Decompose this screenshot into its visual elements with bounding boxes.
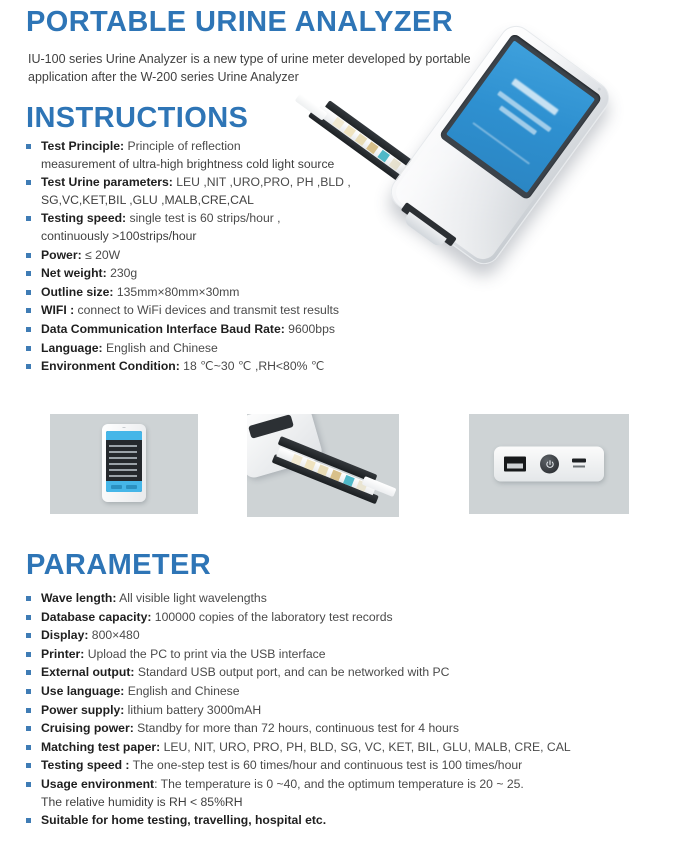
- item-label: Language:: [41, 340, 103, 355]
- usb-symbol-icon: [573, 466, 585, 468]
- bullet-icon: [26, 364, 31, 369]
- bullet-icon: [26, 615, 31, 620]
- bullet-icon: [26, 652, 31, 657]
- bullet-icon: [26, 346, 31, 351]
- results-screen: [106, 431, 142, 492]
- item-text: LEU ,NIT ,URO,PRO, PH ,BLD ,: [172, 175, 351, 190]
- screen-text-line: [472, 122, 530, 165]
- screen-footer-button: [111, 485, 122, 489]
- item-text: English and Chinese: [102, 340, 218, 355]
- result-row: [109, 463, 137, 465]
- list-item: [26, 138, 386, 173]
- power-button[interactable]: [540, 455, 559, 474]
- list-item: [26, 590, 676, 608]
- list-item: [26, 284, 386, 302]
- item-text: The one-step test is 60 times/hour and continuous test is 100 times/hour: [129, 758, 523, 773]
- item-label: Testing speed :: [41, 758, 130, 773]
- item-text: connect to WiFi devices and transmit test results: [74, 303, 340, 318]
- list-item: [26, 683, 676, 701]
- item-continuation: SG,VC,KET,BIL ,GLU ,MALB,CRE,CAL: [41, 192, 254, 207]
- intro-paragraph: IU-100 series Urine Analyzer is a new type of urine meter developed by portable application after the W-200 series Urine Analyzer: [28, 52, 471, 84]
- item-text: 100000 copies of the laboratory test records: [151, 609, 393, 624]
- item-text: 9600bps: [284, 321, 335, 336]
- item-text: Upload the PC to print via the USB interface: [84, 646, 326, 661]
- item-text: Standard USB output port, and can be networked with PC: [134, 665, 450, 680]
- list-item: [26, 627, 676, 645]
- bullet-icon: [26, 216, 31, 221]
- analyzer-front-view: [102, 424, 146, 502]
- bullet-icon: [26, 271, 31, 276]
- screen-text-line: [498, 106, 537, 136]
- bullet-icon: [26, 596, 31, 601]
- item-text: 800×480: [88, 628, 140, 643]
- bullet-icon: [26, 726, 31, 731]
- result-row: [109, 475, 137, 477]
- list-item: [26, 757, 676, 775]
- item-label: Outline size:: [41, 284, 114, 299]
- list-item: [26, 174, 386, 209]
- item-text: single test is 60 strips/hour ,: [126, 211, 281, 226]
- list-item: [26, 340, 386, 358]
- item-label: Database capacity:: [41, 609, 152, 624]
- item-label: Printer:: [41, 646, 85, 661]
- item-text: : The temperature is 0 ~40, and the optimum temperature is 20 ~ 25.: [154, 776, 524, 791]
- list-item: [26, 720, 676, 738]
- power-icon: [545, 459, 555, 469]
- result-row: [109, 469, 137, 471]
- bullet-icon: [26, 782, 31, 787]
- result-row: [109, 457, 137, 459]
- list-item: [26, 358, 386, 376]
- page-title: PORTABLE URINE ANALYZER: [26, 6, 454, 38]
- item-text: 135mm×80mm×30mm: [113, 284, 240, 299]
- screen-footer-bar: [106, 481, 142, 492]
- item-continuation: continuously >100strips/hour: [41, 228, 197, 243]
- item-text: LEU, NIT, URO, PRO, PH, BLD, SG, VC, KET, BIL, GLU, MALB, CRE, CAL: [160, 739, 571, 754]
- item-label: Environment Condition:: [41, 359, 180, 374]
- list-item: [26, 247, 386, 265]
- usb-port-icon: [504, 457, 526, 472]
- item-label: WIFI :: [41, 303, 75, 318]
- product-thumbnail-front: [50, 414, 198, 514]
- list-item: [26, 302, 386, 320]
- bullet-icon: [26, 144, 31, 149]
- list-item: [26, 321, 386, 339]
- instructions-list: [26, 138, 386, 377]
- bullet-icon: [26, 180, 31, 185]
- item-text: 230g: [106, 266, 138, 281]
- list-item: [26, 812, 676, 830]
- item-label: Wave length:: [41, 591, 117, 605]
- item-label: External output:: [41, 665, 135, 680]
- item-text: English and Chinese: [124, 683, 240, 698]
- item-label: Suitable for home testing, travelling, hospital etc.: [41, 813, 327, 828]
- item-label: Matching test paper:: [41, 739, 161, 754]
- screen-header-bar: [106, 431, 142, 440]
- bullet-icon: [26, 708, 31, 713]
- product-thumbnail-slot: [247, 414, 399, 517]
- item-label: Test Urine parameters:: [41, 175, 173, 190]
- item-label: Power supply:: [41, 702, 125, 717]
- bullet-icon: [26, 253, 31, 258]
- bullet-icon: [26, 763, 31, 768]
- instructions-heading: INSTRUCTIONS: [26, 102, 249, 134]
- item-continuation: measurement of ultra-high brightness cold light source: [41, 156, 335, 171]
- item-label: Test Principle:: [41, 139, 125, 153]
- list-item: [26, 646, 676, 664]
- item-text: Standby for more than 72 hours, continuous test for 4 hours: [133, 721, 459, 736]
- bullet-icon: [26, 290, 31, 295]
- micro-usb-port-icon: [572, 459, 586, 463]
- item-label: Testing speed:: [41, 211, 127, 226]
- item-text: 18 ℃~30 ℃ ,RH<80% ℃: [179, 359, 325, 374]
- bullet-icon: [26, 670, 31, 675]
- item-text: lithium battery 3000mAH: [124, 702, 262, 717]
- list-item: [26, 739, 676, 757]
- item-label: Power:: [41, 247, 82, 262]
- list-item: [26, 265, 386, 283]
- parameter-heading: PARAMETER: [26, 549, 212, 581]
- item-text: Principle of reflection: [124, 139, 241, 153]
- bullet-icon: [26, 818, 31, 823]
- bullet-icon: [26, 633, 31, 638]
- list-item: [26, 776, 676, 811]
- item-label: Net weight:: [41, 266, 107, 281]
- parameter-list: [26, 590, 676, 831]
- bullet-icon: [26, 308, 31, 313]
- result-row: [109, 445, 137, 447]
- bullet-icon: [26, 745, 31, 750]
- list-item: [26, 664, 676, 682]
- item-text: ≤ 20W: [81, 247, 121, 262]
- list-item: [26, 210, 386, 245]
- product-thumbnail-ports: [469, 414, 629, 514]
- list-item: [26, 702, 676, 720]
- item-continuation: The relative humidity is RH < 85%RH: [41, 794, 243, 809]
- screen-footer-button: [126, 485, 137, 489]
- result-row: [109, 451, 137, 453]
- list-item: [26, 609, 676, 627]
- item-label: Display:: [41, 628, 89, 643]
- item-label: Cruising power:: [41, 721, 134, 736]
- item-label: Data Communication Interface Baud Rate:: [41, 321, 285, 336]
- item-label: Usage environment: [41, 776, 155, 791]
- item-text: All visible light wavelengths: [116, 591, 267, 605]
- bullet-icon: [26, 327, 31, 332]
- speaker-slot: [123, 427, 126, 428]
- side-port-panel: [494, 447, 604, 482]
- item-label: Use language:: [41, 683, 125, 698]
- bullet-icon: [26, 689, 31, 694]
